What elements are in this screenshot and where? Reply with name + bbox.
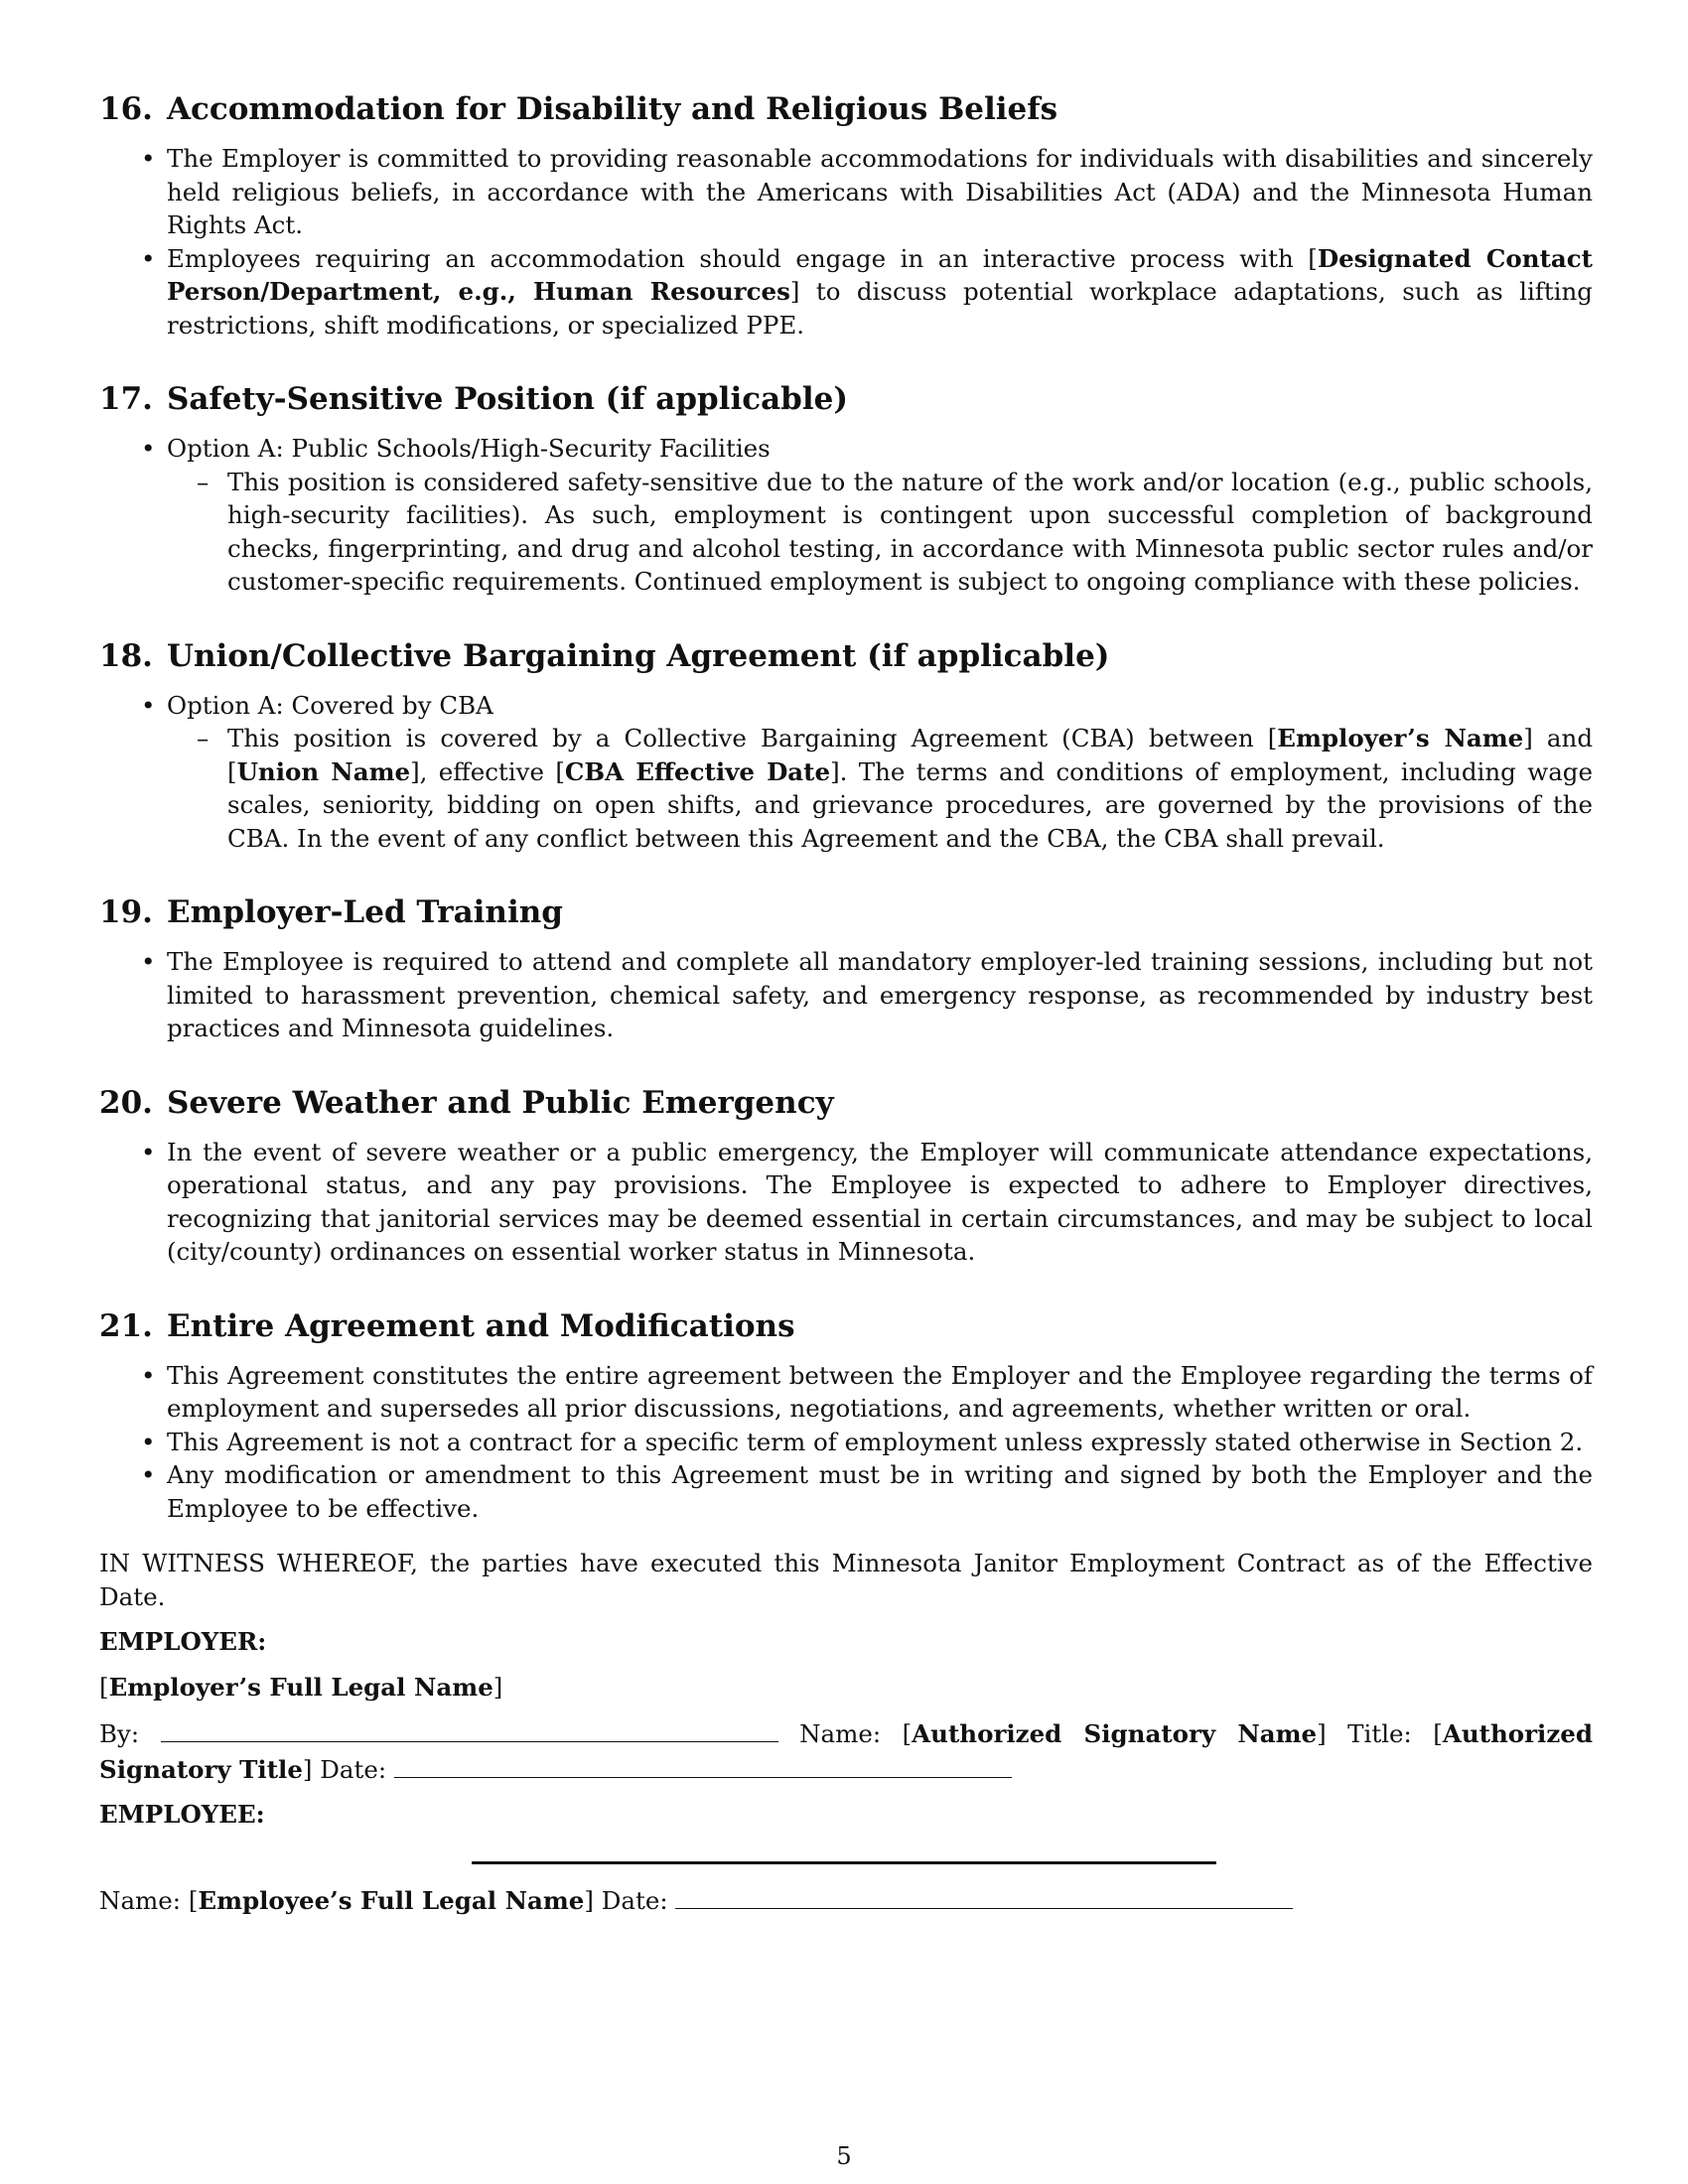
section-number: 17. bbox=[99, 381, 153, 417]
section-17 bbox=[99, 379, 1593, 599]
paragraph-text: In the event of severe weather or a public emergency, the Employer will communicate attendance expectations, operational status, and any pay provisions. The Employee is expected to adhere to Employer directives, recognizing that janitorial services may be deemed essential in certain circumstances, and may be subject to local (city/county) ordinances on essential worker status in Minnesota. bbox=[167, 1137, 1593, 1266]
document-page bbox=[99, 89, 1593, 1929]
option-label: Option A: Covered by CBA bbox=[167, 690, 493, 720]
section-title: Entire Agreement and Modifications bbox=[166, 1307, 795, 1344]
bullet-list bbox=[99, 689, 1593, 856]
section-16 bbox=[99, 89, 1593, 341]
section-heading bbox=[99, 1306, 1593, 1346]
employee-date-line[interactable] bbox=[675, 1882, 1293, 1909]
section-heading bbox=[99, 379, 1593, 419]
list-item bbox=[99, 1426, 1593, 1459]
paragraph-text: ]. The terms and conditions of employment, including wage scales, seniority, bidding on open shifts, and grievance procedures, are governed by the provisions of the CBA. In the event of any conflict between this Agreement and the CBA, the CBA shall prevail. bbox=[227, 756, 1593, 853]
section-number: 21. bbox=[99, 1307, 153, 1344]
placeholder-text: Employee’s Full Legal Name bbox=[198, 1885, 585, 1915]
list-item bbox=[99, 1458, 1593, 1525]
date-label: ] Date: bbox=[584, 1885, 668, 1915]
section-title: Safety-Sensitive Position (if applicable) bbox=[166, 381, 849, 417]
placeholder-text: Authorized Signatory Title bbox=[99, 1719, 1593, 1784]
placeholder-text: CBA Effective Date bbox=[564, 756, 831, 786]
list-item bbox=[99, 142, 1593, 242]
list-item bbox=[99, 1359, 1593, 1426]
bracket: ] bbox=[492, 1672, 503, 1702]
section-20 bbox=[99, 1083, 1593, 1269]
bracket: [ bbox=[99, 1672, 109, 1702]
section-heading bbox=[99, 892, 1593, 932]
paragraph-text: Any modification or amendment to this Agreement must be in writing and signed by both the Employer and the Employee to be effective. bbox=[167, 1460, 1593, 1523]
list-item bbox=[99, 689, 1593, 856]
section-19 bbox=[99, 892, 1593, 1045]
paragraph-text: This position is covered by a Collective Bargaining Agreement (CBA) between [ bbox=[227, 724, 1278, 752]
list-item bbox=[99, 432, 1593, 599]
placeholder-text: Union Name bbox=[236, 756, 411, 786]
paragraph-text: The Employee is required to attend and complete all mandatory employer-led training sessions, including but not limited to harassment prevention, chemical safety, and emergency response, as recommended by industry best practices and Minnesota guidelines. bbox=[167, 947, 1593, 1042]
title-label: ] Title: [ bbox=[1317, 1719, 1443, 1748]
section-number: 16. bbox=[99, 91, 153, 127]
placeholder-text: Employer’s Full Legal Name bbox=[108, 1672, 493, 1702]
paragraph-text: This position is considered safety-sensitive due to the nature of the work and/or location (e.g., public schools, high-security facilities). As such, employment is contingent upon successful completion of background checks, fingerprinting, and drug and alcohol testing, in accordance with Minnesota public sector rules and/or customer-specific requirements. Continued employment is subject to ongoing compliance with these policies. bbox=[227, 467, 1593, 596]
name-label: Name: [ bbox=[99, 1885, 199, 1915]
employer-legal-name bbox=[99, 1671, 1593, 1705]
list-item bbox=[99, 945, 1593, 1045]
section-title: Severe Weather and Public Emergency bbox=[166, 1084, 834, 1121]
employee-signature-line[interactable] bbox=[472, 1861, 1216, 1864]
placeholder-text: Employer’s Name bbox=[1277, 724, 1524, 752]
paragraph-text: This Agreement constitutes the entire agreement between the Employer and the Employee regarding the terms of employment and supersedes all prior discussions, negotiations, and agreements, whether written or oral. bbox=[167, 1360, 1593, 1423]
section-number: 18. bbox=[99, 637, 153, 674]
option-label: Option A: Public Schools/High-Security Facilities bbox=[167, 434, 771, 463]
placeholder-text: Designated Contact Person/Department, e.g., Human Resources bbox=[167, 243, 1593, 306]
list-item bbox=[99, 242, 1593, 342]
employee-name-block bbox=[99, 1882, 1593, 1918]
section-heading bbox=[99, 89, 1593, 129]
employer-date-line[interactable] bbox=[394, 1751, 1012, 1778]
section-title: Union/Collective Bargaining Agreement (if applicable) bbox=[166, 637, 1110, 674]
list-item bbox=[99, 1136, 1593, 1269]
section-heading bbox=[99, 636, 1593, 676]
sub-list bbox=[167, 466, 1593, 599]
placeholder-text: Authorized Signatory Name bbox=[912, 1719, 1318, 1748]
section-number: 19. bbox=[99, 894, 153, 930]
employee-heading bbox=[99, 1798, 1593, 1832]
bullet-list bbox=[99, 432, 1593, 599]
section-title: Accommodation for Disability and Religious Beliefs bbox=[166, 91, 1058, 127]
employer-signature-block bbox=[99, 1715, 1593, 1786]
paragraph-text: This Agreement is not a contract for a specific term of employment unless expressly stated otherwise in Section 2. bbox=[167, 1427, 1584, 1456]
section-number: 20. bbox=[99, 1084, 153, 1121]
paragraph-text: ] to discuss potential workplace adaptations, such as lifting restrictions, shift modifications, or specialized PPE. bbox=[167, 277, 1593, 340]
bullet-list bbox=[99, 1136, 1593, 1269]
bullet-list bbox=[99, 142, 1593, 341]
employer-heading-text: EMPLOYER: bbox=[99, 1627, 267, 1656]
by-label: By: bbox=[99, 1719, 140, 1748]
sub-list-item bbox=[167, 722, 1593, 855]
date-label: ] Date: bbox=[302, 1754, 387, 1784]
section-heading bbox=[99, 1083, 1593, 1123]
section-title: Employer-Led Training bbox=[166, 894, 563, 930]
sub-list-item bbox=[167, 466, 1593, 599]
paragraph-text: ], effective [ bbox=[410, 756, 565, 786]
bullet-list bbox=[99, 945, 1593, 1045]
section-18 bbox=[99, 636, 1593, 856]
name-label: Name: [ bbox=[799, 1719, 913, 1748]
page-number: 5 bbox=[836, 2142, 852, 2170]
section-21 bbox=[99, 1306, 1593, 1526]
paragraph-text: The Employer is committed to providing reasonable accommodations for individuals with disabilities and sincerely held religious beliefs, in accordance with the Americans with Disabilities Act (ADA) and the Minnesota Human Rights Act. bbox=[167, 144, 1593, 239]
paragraph-text: Employees requiring an accommodation should engage in an interactive process with [ bbox=[167, 243, 1318, 273]
employee-heading-text: EMPLOYEE: bbox=[99, 1800, 265, 1829]
bullet-list bbox=[99, 1359, 1593, 1526]
employer-signature-line[interactable] bbox=[161, 1715, 778, 1742]
paragraph-text: ] and [ bbox=[227, 724, 1594, 786]
employer-heading bbox=[99, 1625, 1593, 1659]
witness-clause: IN WITNESS WHEREOF, the parties have executed this Minnesota Janitor Employment Contract as of the Effective Date. bbox=[99, 1549, 1593, 1611]
sub-list bbox=[167, 722, 1593, 855]
